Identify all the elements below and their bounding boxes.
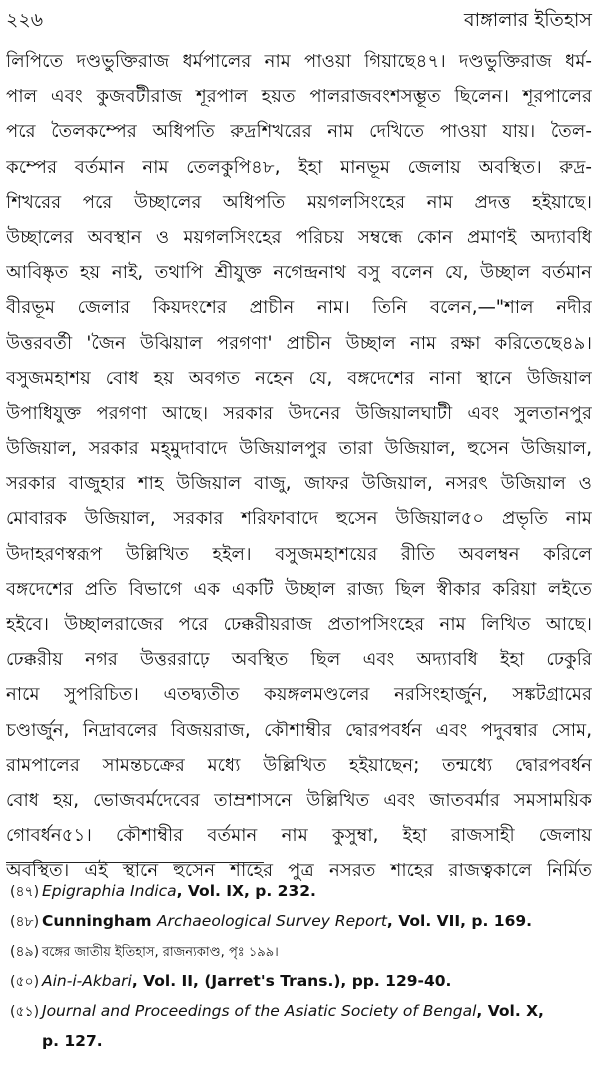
footnote-text: , Vol. II, (Jarret's Trans.), pp. 129-40. (131, 972, 452, 990)
text-line: রামপালের সামন্তচক্রের মধ্যে উল্লিখিত হইয়াছেন; তন্মধ্যে দ্বোরপবর্ধন (6, 754, 592, 776)
text-line: মোবারক উজিয়াল, সরকার শরিফাবাদে হুসেন উজিয়াল৫০ প্রভৃতি নাম (6, 508, 592, 530)
footnote-text: , Vol. IX, p. 232. (176, 882, 316, 900)
footnote (10, 996, 592, 1026)
text-line: শিখরের পরে উচ্ছালের অধিপতি ময়গলসিংহের নাম প্রদত্ত হইয়াছে। (6, 191, 592, 213)
footnote-text: Cunningham (42, 912, 157, 930)
text-line: অবস্থিত। এই স্থানে হুসেন শাহের পুত্র নসরত শাহের রাজত্বকালে নির্মিত (6, 860, 592, 882)
footnote (10, 936, 592, 966)
text-line: উত্তরবর্তী 'জৈন উঝিয়াল পরগণা' প্রাচীন উচ্ছাল নাম রক্ষা করিতেছে৪৯। (6, 332, 592, 354)
text-line: উপাধিযুক্ত পরগণা আছে। সরকার উদনের উজিয়ালঘাটী এবং সুলতানপুর (6, 402, 592, 424)
footnote-number: (৫১) (10, 1004, 40, 1020)
footnote-number: (৪৮) (10, 914, 40, 930)
page-header (6, 6, 592, 34)
footnote-text: p. 127. (42, 1032, 103, 1050)
text-line: বঙ্গদেশের প্রতি বিভাগে এক একটি উচ্ছাল রাজ্য ছিল স্বীকার করিয়া লইতে (6, 578, 592, 600)
text-line: সরকার বাজুহার শাহ উজিয়াল বাজু, জাফর উজিয়াল, নসরৎ উজিয়াল ও (6, 473, 592, 495)
text-line: চণ্ডার্জুন, নিদ্রাবলের বিজয়রাজ, কৌশাম্বীর দ্বোরপবর্ধন এবং পদুবন্বার সোম, (6, 719, 592, 741)
footnote-text: , Vol. VII, p. 169. (386, 912, 533, 930)
text-line: বসুজমহাশয় বোধ হয় অবগত নহেন যে, বঙ্গদেশের নানা স্থানে উজিয়াল (6, 367, 592, 389)
body-text (6, 44, 592, 889)
text-line: বীরভূম জেলার কিয়দংশের প্রাচীন নাম। তিনি বলেন,—"শাল নদীর (6, 297, 592, 319)
footnote-number: (৪৯) (10, 944, 40, 960)
footnote-text: Archaeological Survey Report (156, 912, 387, 930)
text-line: পরে তৈলকম্পের অধিপতি রুদ্রশিখরের নাম দেখিতে পাওয়া যায়। তৈল- (6, 121, 592, 143)
text-line: ঢেক্করীয় নগর উত্তররাঢ়ে অবস্থিত ছিল এবং অদ্যাবধি ইহা ঢেকুরি (6, 649, 592, 671)
page-number: ২২৬ (6, 9, 44, 31)
footnote-divider (6, 862, 264, 863)
text-line: উদাহরণস্বরূপ উল্লিখিত হইল। বসুজমহাশয়ের রীতি অবলম্বন করিলে (6, 543, 592, 565)
footnotes (10, 876, 592, 1056)
footnote-text: , Vol. X, (476, 1002, 544, 1020)
footnote (10, 876, 592, 906)
running-title: বাঙ্গালার ইতিহাস (464, 9, 592, 31)
text-line: আবিষ্কৃত হয় নাই, তথাপি শ্রীযুক্ত নগেন্দ্রনাথ বসু বলেন যে, উচ্ছাল বর্তমান (6, 262, 592, 284)
text-line: নামে সুপরিচিত। এতদ্ব্যতীত কয়ঙ্গলমণ্ডলের নরসিংহার্জুন, সঙ্কটগ্রামের (6, 684, 592, 706)
text-line: কম্পের বর্তমান নাম তেলকুপি৪৮, ইহা মানভূম জেলায় অবস্থিত। রুদ্র- (6, 156, 592, 178)
text-line: লিপিতে দণ্ডভুক্তিরাজ ধর্মপালের নাম পাওয়া গিয়াছে৪৭। দণ্ডভুক্তিরাজ ধর্ম- (6, 51, 592, 72)
footnote-number: (৪৭) (10, 884, 40, 900)
footnote (10, 966, 592, 996)
text-line: পাল এবং কুজবটীরাজ শূরপাল হয়ত পালরাজবংশসম্ভূত ছিলেন। শূরপালের (6, 86, 592, 108)
footnote (10, 906, 592, 936)
footnote-number: (৫০) (10, 974, 40, 990)
text-line: উচ্ছালের অবস্থান ও ময়গলসিংহের পরিচয় সম্বন্ধে কোন প্রমাণই অদ্যাবধি (6, 226, 592, 248)
text-line: উজিয়াল, সরকার মহ্‌মুদাবাদে উজিয়ালপুর তারা উজিয়াল, হুসেন উজিয়াল, (6, 438, 592, 460)
footnote-text: Ain-i-Akbari (42, 972, 132, 990)
footnote-text: Journal and Proceedings of the Asiatic Society of Bengal (42, 1002, 477, 1020)
footnote-text: Epigraphia Indica (42, 882, 177, 900)
text-line: গোবর্ধন৫১। কৌশাম্বীর বর্তমান নাম কুসুম্বা, ইহা রাজসাহী জেলায় (6, 825, 592, 847)
footnote (10, 1026, 592, 1056)
text-line: বোধ হয়, ভোজবর্মদেবের তাম্রশাসনে উল্লিখিত এবং জাতবর্মার সমসাময়িক (6, 789, 592, 811)
footnote-text: বঙ্গের জাতীয় ইতিহাস, রাজন্যকাণ্ড, পৃঃ ১৯৯। (42, 945, 279, 960)
text-line: হইবে। উচ্ছালরাজের পরে ঢেক্করীয়রাজ প্রতাপসিংহের নাম লিখিত আছে। (6, 614, 592, 635)
